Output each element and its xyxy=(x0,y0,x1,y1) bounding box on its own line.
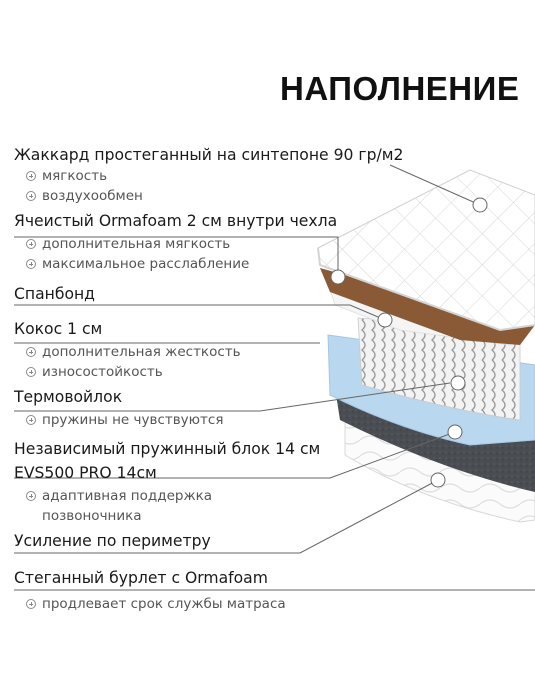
marker-dot-6 xyxy=(448,425,462,439)
layer-title-spunbond: Спанбонд xyxy=(14,285,95,303)
feature-item: продлевает срок службы матраса xyxy=(26,596,286,612)
plus-circle-icon xyxy=(26,239,36,249)
plus-circle-icon xyxy=(26,171,36,181)
marker-dot-1 xyxy=(473,198,487,212)
layer-title-burlet: Стеганный бурлет с Ormafoam xyxy=(14,569,268,587)
plus-circle-icon xyxy=(26,191,36,201)
leader-line-3 xyxy=(14,305,385,320)
feature-item-continuation: позвоночника xyxy=(42,508,142,524)
layer-title-jacquard: Жаккард простеганный на синтепоне 90 гр/м2 xyxy=(14,146,404,164)
feature-item: дополнительная жесткость xyxy=(26,344,241,360)
plus-circle-icon xyxy=(26,415,36,425)
marker-dot-3 xyxy=(378,313,392,327)
layer-title-perimeter: Усиление по периметру xyxy=(14,532,211,550)
layer-title-ormafoam: Ячеистый Ormafoam 2 см внутри чехла xyxy=(14,212,338,230)
plus-circle-icon xyxy=(26,491,36,501)
plus-circle-icon xyxy=(26,367,36,377)
layer-title-coconut: Кокос 1 см xyxy=(14,320,103,338)
marker-dot-5 xyxy=(451,376,465,390)
feature-item: воздухообмен xyxy=(26,188,143,204)
page-title: НАПОЛНЕНИЕ xyxy=(280,70,520,107)
marker-dot-2 xyxy=(331,270,345,284)
feature-item: дополнительная мягкость xyxy=(26,236,230,252)
layer-title-spring-model: EVS500 PRO 14см xyxy=(14,464,157,482)
layer-title-thermofelt: Термовойлок xyxy=(14,388,123,406)
feature-item: пружины не чувствуются xyxy=(26,412,223,428)
feature-item: износостойкость xyxy=(26,364,163,380)
plus-circle-icon xyxy=(26,259,36,269)
feature-item: мягкость xyxy=(26,168,107,184)
layer-title-spring-block: Независимый пружинный блок 14 см xyxy=(14,440,321,458)
feature-item: максимальное расслабление xyxy=(26,256,249,272)
feature-item: адаптивная поддержка xyxy=(26,488,212,504)
marker-dot-7 xyxy=(431,473,445,487)
plus-circle-icon xyxy=(26,347,36,357)
plus-circle-icon xyxy=(26,599,36,609)
